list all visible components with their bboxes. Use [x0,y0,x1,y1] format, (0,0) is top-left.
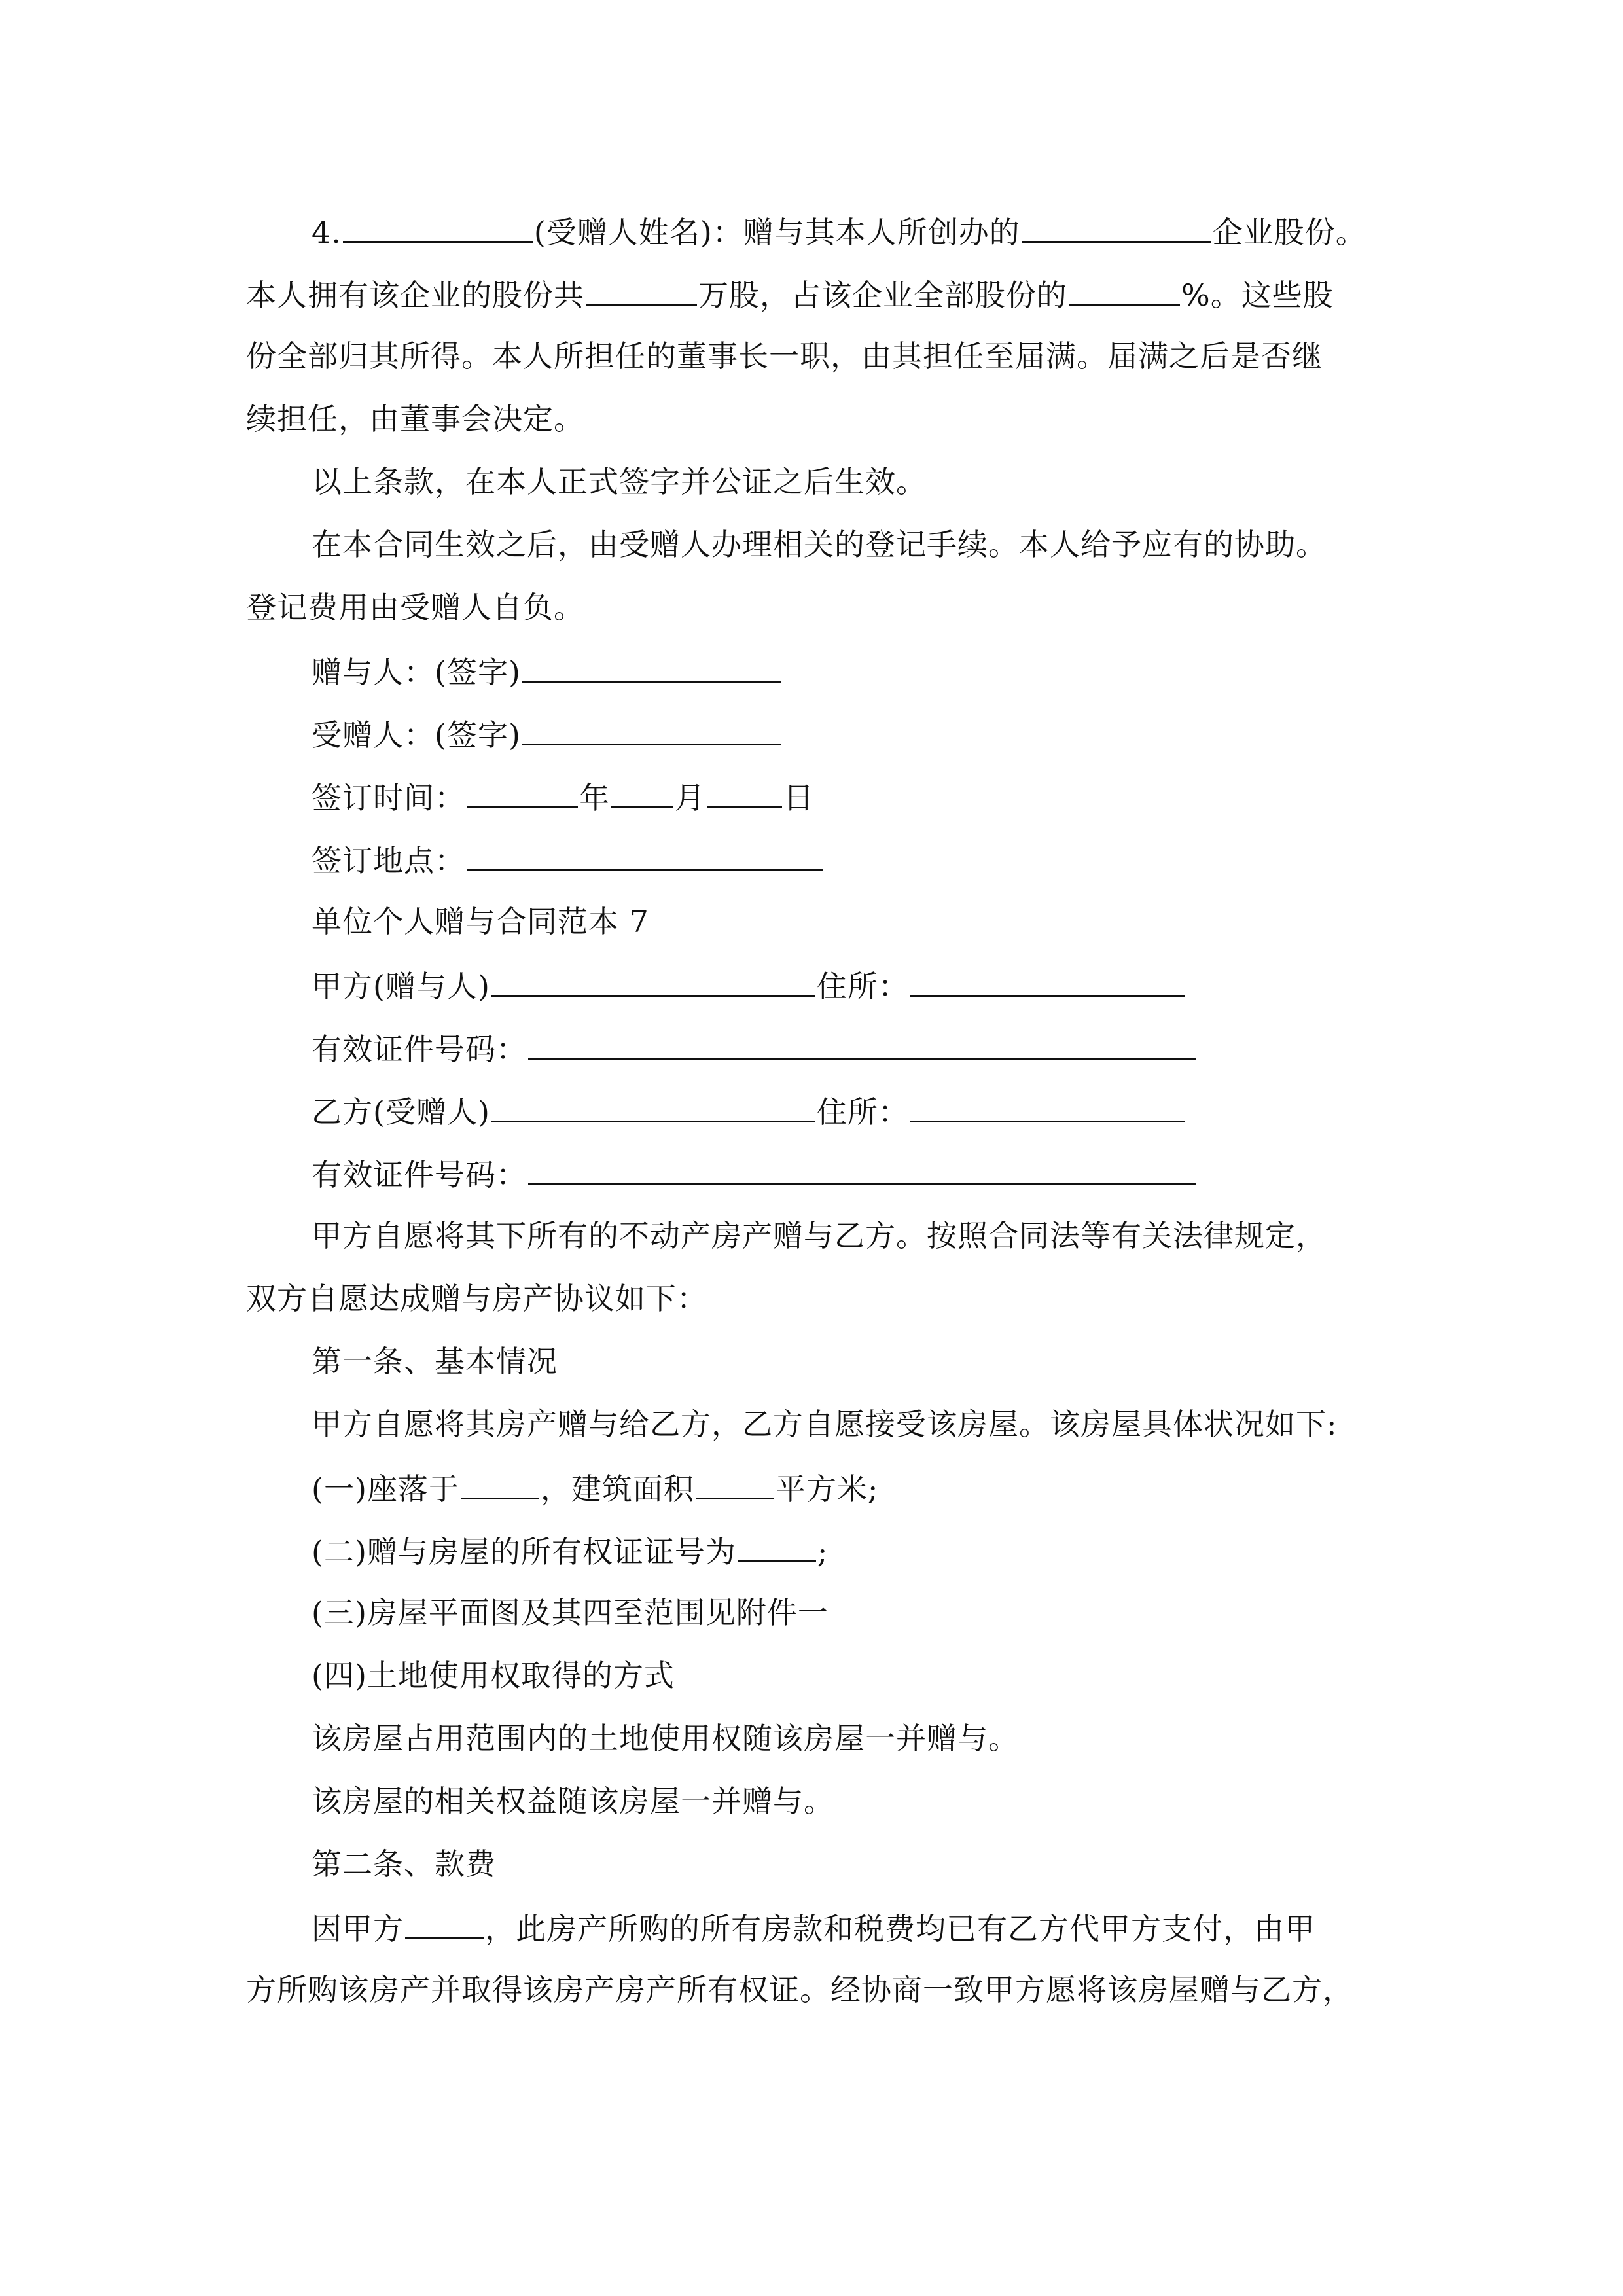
article2-title: 第二条、款费 [312,1846,496,1882]
party-a-id-blank [528,1028,1196,1060]
p4-line2-b: 万股，占该企业全部股份的 [698,278,1067,313]
item1-area-label: ，建筑面积 [540,1471,694,1507]
party-a-label: 甲方(赠与人) [312,969,490,1004]
article1-item3: (三)房屋平面图及其四至范围见附件一 [312,1595,829,1630]
signing-place-label: 签订地点： [312,843,465,878]
article1-item2 [312,1530,828,1571]
shares-blank [586,274,697,306]
party-b-id-line [312,1153,1197,1194]
signing-date-label: 签订时间： [312,780,465,816]
p4-number: 4. [312,215,342,250]
p4-text2: 企业股份。 [1212,215,1366,250]
day-blank [707,776,782,808]
area-blank [696,1467,774,1499]
registration-line1: 在本合同生效之后，由受赠人办理相关的登记手续。本人给予应有的协助。 [312,527,1327,562]
article1-title: 第一条、基本情况 [312,1344,558,1379]
item2-end: ; [817,1534,829,1570]
party-a-address-blank [910,965,1185,997]
donee-signature-blank [522,713,781,745]
certificate-number-blank [738,1530,816,1562]
signing-place-blank [467,839,823,871]
signing-date-line [312,776,814,817]
p4-line2-a: 本人拥有该企业的股份共 [246,278,584,313]
month-blank [611,776,673,808]
article2-line1-a: 因甲方 [312,1911,404,1946]
reason-blank [405,1907,484,1939]
effective-clause: 以上条款，在本人正式签字并公证之后生效。 [312,464,927,499]
day-label: 日 [783,780,814,816]
p4-line1 [312,211,1366,252]
party-b-id-blank [528,1153,1196,1185]
donor-signature-line [312,651,782,692]
party-b-name-blank [491,1090,815,1122]
article1-line1: 甲方自愿将其房产赠与给乙方，乙方自愿接受该房屋。该房屋具体状况如下: [312,1407,1338,1442]
year-blank [467,776,578,808]
sample7-title: 单位个人赠与合同范本 7 [312,904,649,939]
p4-text1: (受赠人姓名)：赠与其本人所创办的 [533,215,1020,250]
p4-line4: 续担任，由董事会决定。 [246,401,584,437]
party-a-line [312,965,1186,1006]
donor-signature-label: 赠与人：(签字) [312,655,521,690]
item1-unit-label: 平方米; [775,1471,879,1507]
p4-line3: 份全部归其所得。本人所担任的董事长一职，由其担任至届满。届满之后是否继 [246,338,1323,374]
donee-signature-line [312,713,782,755]
month-label: 月 [675,780,705,816]
article1-rights: 该房屋的相关权益随该房屋一并赠与。 [312,1784,834,1819]
party-a-name-blank [491,965,815,997]
article1-land: 该房屋占用范围内的土地使用权随该房屋一并赠与。 [312,1721,1019,1756]
article1-item4: (四)土地使用权取得的方式 [312,1658,675,1693]
donee-name-blank [343,211,533,243]
party-b-label: 乙方(受赠人) [312,1094,490,1130]
article2-line1 [312,1907,1315,1948]
item1-location-label: (一)座落于 [312,1471,459,1507]
article1-item1 [312,1467,878,1509]
intro-line1: 甲方自愿将其下所有的不动产房产赠与乙方。按照合同法等有关法律规定， [312,1218,1327,1253]
enterprise-blank [1022,211,1211,243]
article2-line2: 方所购该房产并取得该房产房产所有权证。经协商一致甲方愿将该房屋赠与乙方， [246,1972,1353,2007]
year-label: 年 [579,780,610,816]
party-a-address-label: 住所： [816,969,909,1004]
party-a-id-line [312,1028,1197,1069]
donee-signature-label: 受赠人：(签字) [312,717,521,753]
party-b-line [312,1090,1186,1132]
registration-line2: 登记费用由受赠人自负。 [246,590,584,625]
article2-line1-b: ，此房产所购的所有房款和税费均已有乙方代甲方支付，由甲 [485,1911,1315,1946]
donor-signature-blank [522,651,781,683]
party-b-id-label: 有效证件号码： [312,1157,527,1193]
party-a-id-label: 有效证件号码： [312,1031,527,1067]
p4-line2 [246,274,1334,315]
signing-place-line [312,839,825,880]
intro-line2: 双方自愿达成赠与房产协议如下： [246,1281,707,1316]
location-blank [461,1467,539,1499]
p4-line2-c: %。这些股 [1181,278,1334,313]
party-b-address-label: 住所： [816,1094,909,1130]
item2-certificate-label: (二)赠与房屋的所有权证证号为 [312,1534,736,1570]
percent-blank [1069,274,1180,306]
party-b-address-blank [910,1090,1185,1122]
